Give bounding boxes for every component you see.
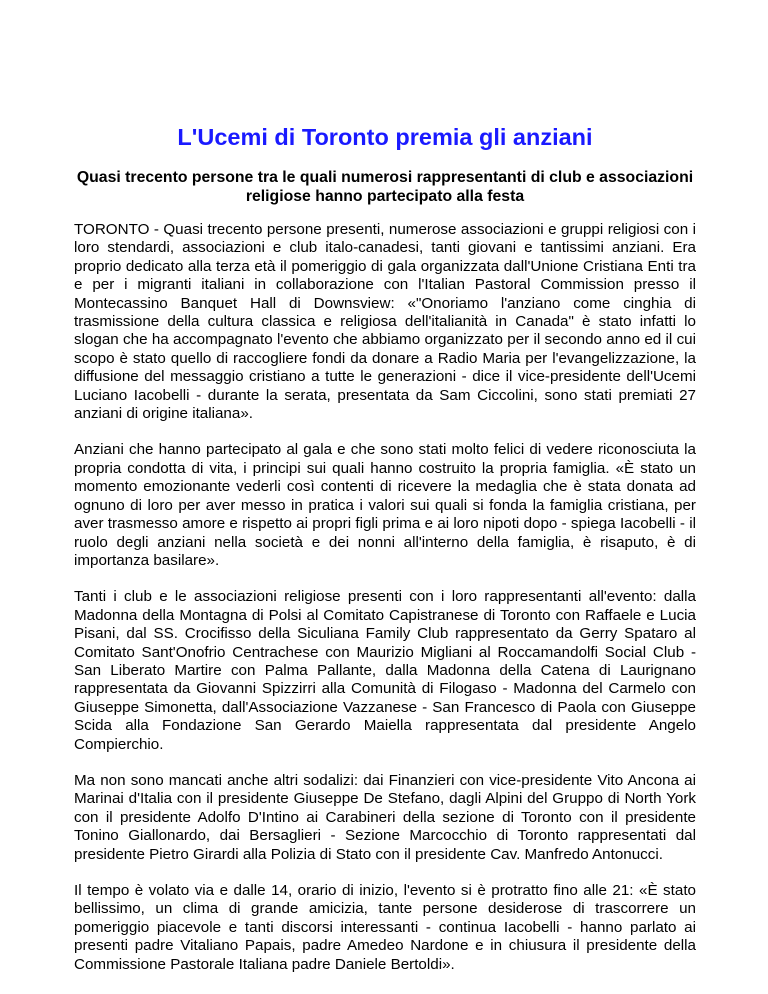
paragraph-5: Il tempo è volato via e dalle 14, orario di inizio, l'evento si è protratto fino alle 21: «È stato bellissimo, un clima di grande amicizia, tante persone desiderose di trascorrere un pomeriggio piacevole e tanti discorsi interessanti - continua Iacobelli - hanno parlato ai presenti padre Vitaliano Papais, padre Amedeo Nardone e in chiusura il presidente della Commissione Pastorale Italiana padre Daniele Bertoldi».: [74, 882, 696, 973]
article-title: L'Ucemi di Toronto premia gli anziani: [177, 124, 593, 150]
paragraph-3: Tanti i club e le associazioni religiose presenti con i loro rappresentanti all'evento: dalla Madonna della Montagna di Polsi al Comitato Capistranese di Toronto con Raffaele e Lucia Pisani, dal SS. Crocifisso della Siculiana Family Club rappresentato da Gerry Spataro al Comitato Sant'Onofrio Centrachese con Maurizio Migliani al Roccamandolfi Social Club - San Liberato Martire con Palma Pallante, dalla Madonna della Catena di Laurignano rappresentata da Giovanni Spizzirri alla Comunità di Filogaso - Madonna del Carmelo con Giuseppe Simonetta, dall'Associazione Vazzanese - San Francesco di Paola con Giuseppe Scida alla Fondazione San Gerardo Maiella rappresentata dal presidente Angelo Compierchio.: [74, 588, 696, 753]
paragraph-1: TORONTO - Quasi trecento persone presenti, numerose associazioni e gruppi religiosi con i loro stendardi, associazioni e club italo-canadesi, tanti giovani e tantissimi anziani. Era proprio dedicato alla terza età il pomeriggio di gala organizzata dall'Unione Cristiana Enti tra e per i migranti italiani in collaborazione con l'Italian Pastoral Commission presso il Montecassino Banquet Hall di Downsview: «"Onoriamo l'anziano come cinghia di trasmissione della cultura classica e religiosa dell'italianità in Canada" è stato infatti lo slogan che ha accompagnato l'evento che abbiamo organizzato per il secondo anno ed il cui scopo è stato quello di raccogliere fondi da donare a Radio Maria per l'evangelizzazione, la diffusione del messaggio cristiano a tutte le generazioni - dice il vice-presidente dell'Ucemi Luciano Iacobelli - durante la serata, presentata da Sam Ciccolini, sono stati premiati 27 anziani di origine italiana».: [74, 221, 696, 423]
paragraph-4: Ma non sono mancati anche altri sodalizi: dai Finanzieri con vice-presidente Vito Ancona ai Marinai d'Italia con il presidente Giuseppe De Stefano, dagli Alpini del Gruppo di North York con il presidente Adolfo D'Intino ai Carabineri della sezione di Toronto con il presidente Tonino Giallonardo, dai Bersaglieri - Sezione Marcocchio di Toronto rappresentati dal presidente Pietro Girardi alla Polizia di Stato con il presidente Cav. Manfredo Antonucci.: [74, 771, 696, 863]
article-subtitle: Quasi trecento persone tra le quali numerosi rappresentanti di club e associazioni religiose hanno partecipato alla festa: [76, 169, 694, 205]
paragraph-2: Anziani che hanno partecipato al gala e che sono stati molto felici di vedere riconosciuta la propria condotta di vita, i principi sui quali hanno costruito la propria famiglia. «È stato un momento emozionante vederli così contenti di ricevere la medaglia che è stata donata ad ognuno di loro per aver messo in pratica i valori sui quali si fonda la famiglia cristiana, per aver trasmesso amore e rispetto ai propri figli prima e ai loro nipoti dopo - spiega Iacobelli - il ruolo degli anziani nella società e dei nonni all'interno della famiglia, è risaputo, è di importanza basilare».: [74, 441, 696, 569]
document-page: [74, 0, 696, 992]
article-body: [74, 221, 696, 974]
